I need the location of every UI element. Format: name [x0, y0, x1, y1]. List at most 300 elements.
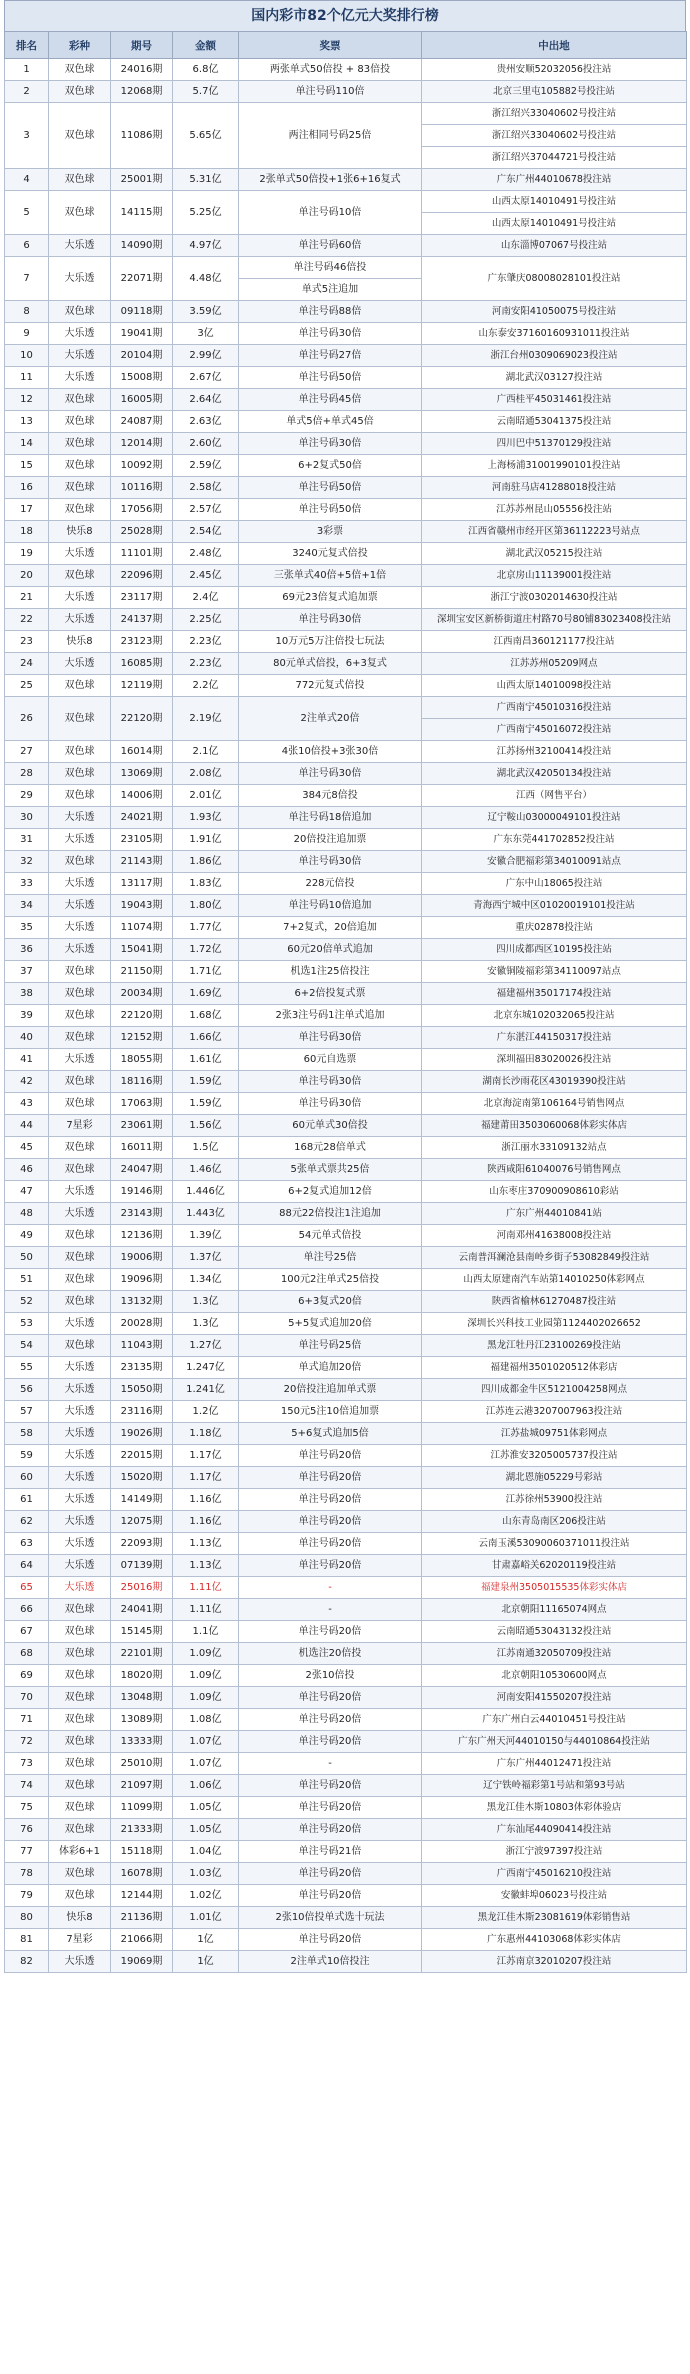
cell-rank: 3: [5, 103, 49, 169]
cell-game: 大乐透: [49, 345, 111, 367]
cell-location: 陕西省榆林61270487投注站: [422, 1291, 687, 1313]
cell-rank: 29: [5, 785, 49, 807]
table-row: [5, 1731, 687, 1753]
cell-game: 双色球: [49, 411, 111, 433]
cell-location: 湖北武汉05215投注站: [422, 543, 687, 565]
cell-amount: 2.58亿: [173, 477, 239, 499]
cell-game: 大乐透: [49, 609, 111, 631]
cell-ticket: 单注号码30倍: [239, 763, 422, 785]
cell-game: 双色球: [49, 1247, 111, 1269]
cell-ticket: 60元自选票: [239, 1049, 422, 1071]
table-row: [5, 1027, 687, 1049]
table-row: [5, 521, 687, 543]
cell-ticket: 单注号码46倍投: [239, 257, 422, 279]
cell-ticket: 2张单式50倍投+1张6+16复式: [239, 169, 422, 191]
cell-ticket: 20倍投注追加票: [239, 829, 422, 851]
cell-ticket: 54元单式倍投: [239, 1225, 422, 1247]
cell-location: 浙江绍兴37044721号投注站: [422, 147, 687, 169]
cell-rank: 19: [5, 543, 49, 565]
cell-amount: 2.19亿: [173, 697, 239, 741]
cell-ticket: 20倍投注追加单式票: [239, 1379, 422, 1401]
cell-ticket: 88元22倍投注1注追加: [239, 1203, 422, 1225]
cell-amount: 1.3亿: [173, 1313, 239, 1335]
header-issue: 期号: [111, 32, 173, 59]
cell-amount: 1.86亿: [173, 851, 239, 873]
cell-location: 青海西宁城中区01020019101投注站: [422, 895, 687, 917]
cell-rank: 35: [5, 917, 49, 939]
cell-rank: 16: [5, 477, 49, 499]
cell-issue: 22093期: [111, 1533, 173, 1555]
cell-game: 双色球: [49, 1621, 111, 1643]
cell-issue: 13089期: [111, 1709, 173, 1731]
cell-location: 云南昭通53043132投注站: [422, 1621, 687, 1643]
cell-issue: 12144期: [111, 1885, 173, 1907]
cell-ticket: 单注号码20倍: [239, 1687, 422, 1709]
cell-location: 河南驻马店41288018投注站: [422, 477, 687, 499]
cell-issue: 17063期: [111, 1093, 173, 1115]
cell-rank: 58: [5, 1423, 49, 1445]
cell-amount: 4.48亿: [173, 257, 239, 301]
table-row: [5, 961, 687, 983]
table-row: [5, 1357, 687, 1379]
cell-rank: 10: [5, 345, 49, 367]
cell-location: 深圳长兴科技工业园第1124402026652: [422, 1313, 687, 1335]
cell-ticket: 3彩票: [239, 521, 422, 543]
cell-issue: 21143期: [111, 851, 173, 873]
cell-amount: 2.99亿: [173, 345, 239, 367]
cell-location: 广东肇庆08008028101投注站: [422, 257, 687, 301]
cell-location: 广西南宁45016210投注站: [422, 1863, 687, 1885]
cell-issue: 12136期: [111, 1225, 173, 1247]
cell-ticket: 单注号码20倍: [239, 1775, 422, 1797]
cell-amount: 2.63亿: [173, 411, 239, 433]
cell-amount: 1.66亿: [173, 1027, 239, 1049]
cell-location: 四川成都西区10195投注站: [422, 939, 687, 961]
table-row: [5, 1401, 687, 1423]
cell-rank: 46: [5, 1159, 49, 1181]
cell-rank: 82: [5, 1951, 49, 1973]
cell-location: 陕西咸阳61040076号销售网点: [422, 1159, 687, 1181]
cell-location: 福建福州3501020512体彩店: [422, 1357, 687, 1379]
cell-game: 双色球: [49, 1775, 111, 1797]
table-row: [5, 257, 687, 279]
table-row: [5, 895, 687, 917]
table-row: [5, 1269, 687, 1291]
cell-location: 辽宁鞍山03000049101投注站: [422, 807, 687, 829]
cell-ticket: 60元单式30倍投: [239, 1115, 422, 1137]
cell-ticket: 6+2复式50倍: [239, 455, 422, 477]
cell-issue: 15145期: [111, 1621, 173, 1643]
cell-amount: 1.09亿: [173, 1665, 239, 1687]
cell-rank: 81: [5, 1929, 49, 1951]
cell-location: 江西南昌360121177投注站: [422, 631, 687, 653]
cell-ticket: 单注号码27倍: [239, 345, 422, 367]
cell-issue: 12075期: [111, 1511, 173, 1533]
cell-game: 大乐透: [49, 917, 111, 939]
cell-ticket: 单注号码45倍: [239, 389, 422, 411]
cell-game: 双色球: [49, 1797, 111, 1819]
table-row: [5, 1841, 687, 1863]
cell-location: 湖北武汉42050134投注站: [422, 763, 687, 785]
cell-ticket: 384元8倍投: [239, 785, 422, 807]
table-row: [5, 1775, 687, 1797]
cell-amount: 5.31亿: [173, 169, 239, 191]
cell-rank: 6: [5, 235, 49, 257]
cell-location: 黑龙江佳木斯10803体彩体验店: [422, 1797, 687, 1819]
cell-ticket: 4张10倍投+3张30倍: [239, 741, 422, 763]
cell-ticket: 单注号码20倍: [239, 1445, 422, 1467]
cell-amount: 2.54亿: [173, 521, 239, 543]
cell-game: 大乐透: [49, 1489, 111, 1511]
cell-ticket: 单注号码20倍: [239, 1467, 422, 1489]
cell-game: 双色球: [49, 763, 111, 785]
cell-issue: 13333期: [111, 1731, 173, 1753]
cell-game: 双色球: [49, 1885, 111, 1907]
cell-ticket: -: [239, 1753, 422, 1775]
cell-ticket: 2张10倍投: [239, 1665, 422, 1687]
cell-ticket: 5张单式票共25倍: [239, 1159, 422, 1181]
cell-amount: 1.71亿: [173, 961, 239, 983]
table-row: [5, 1533, 687, 1555]
cell-game: 双色球: [49, 675, 111, 697]
cell-game: 大乐透: [49, 367, 111, 389]
cell-issue: 15008期: [111, 367, 173, 389]
cell-location: 广东惠州44103068体彩实体店: [422, 1929, 687, 1951]
table-body: [5, 59, 687, 1973]
cell-amount: 1.02亿: [173, 1885, 239, 1907]
cell-game: 双色球: [49, 499, 111, 521]
cell-issue: 21150期: [111, 961, 173, 983]
cell-game: 快乐8: [49, 521, 111, 543]
cell-location: 山西太原建南汽车站第14010250体彩网点: [422, 1269, 687, 1291]
table-row: [5, 917, 687, 939]
cell-ticket: 单注号码20倍: [239, 1489, 422, 1511]
cell-location: 湖南长沙雨花区43019390投注站: [422, 1071, 687, 1093]
cell-location: 北京三里屯105882号投注站: [422, 81, 687, 103]
cell-issue: 11099期: [111, 1797, 173, 1819]
cell-rank: 80: [5, 1907, 49, 1929]
cell-ticket: 单注号码30倍: [239, 323, 422, 345]
cell-issue: 24137期: [111, 609, 173, 631]
cell-amount: 1.59亿: [173, 1093, 239, 1115]
cell-rank: 40: [5, 1027, 49, 1049]
cell-amount: 2.1亿: [173, 741, 239, 763]
table-row: [5, 1643, 687, 1665]
cell-issue: 12152期: [111, 1027, 173, 1049]
table-row: [5, 1951, 687, 1973]
cell-game: 双色球: [49, 1269, 111, 1291]
cell-game: 双色球: [49, 1753, 111, 1775]
cell-rank: 59: [5, 1445, 49, 1467]
header-ticket: 奖票: [239, 32, 422, 59]
table-row: [5, 763, 687, 785]
cell-issue: 12068期: [111, 81, 173, 103]
cell-game: 双色球: [49, 1665, 111, 1687]
cell-game: 双色球: [49, 1005, 111, 1027]
table-row: [5, 323, 687, 345]
cell-issue: 14006期: [111, 785, 173, 807]
cell-rank: 64: [5, 1555, 49, 1577]
cell-rank: 78: [5, 1863, 49, 1885]
cell-rank: 25: [5, 675, 49, 697]
cell-game: 大乐透: [49, 1203, 111, 1225]
cell-location: 山东泰安37160160931011投注站: [422, 323, 687, 345]
cell-issue: 19041期: [111, 323, 173, 345]
cell-amount: 2.2亿: [173, 675, 239, 697]
table-row: [5, 1159, 687, 1181]
cell-rank: 5: [5, 191, 49, 235]
table-row: [5, 1313, 687, 1335]
cell-location: 广东东莞441702852投注站: [422, 829, 687, 851]
cell-issue: 21066期: [111, 1929, 173, 1951]
cell-ticket: 单注号码20倍: [239, 1797, 422, 1819]
cell-location: 四川巴中51370129投注站: [422, 433, 687, 455]
table-row: [5, 433, 687, 455]
cell-game: 双色球: [49, 169, 111, 191]
table-row: [5, 587, 687, 609]
cell-amount: 1.56亿: [173, 1115, 239, 1137]
table-row: [5, 785, 687, 807]
cell-game: 大乐透: [49, 1423, 111, 1445]
cell-amount: 1.11亿: [173, 1599, 239, 1621]
cell-ticket: 6+2复式追加12倍: [239, 1181, 422, 1203]
header-rank: 排名: [5, 32, 49, 59]
cell-issue: 12119期: [111, 675, 173, 697]
table-row: [5, 631, 687, 653]
cell-location: 北京朝阳10530600网点: [422, 1665, 687, 1687]
cell-game: 大乐透: [49, 653, 111, 675]
cell-issue: 17056期: [111, 499, 173, 521]
cell-issue: 24041期: [111, 1599, 173, 1621]
cell-rank: 26: [5, 697, 49, 741]
cell-ticket: 单注号码20倍: [239, 1533, 422, 1555]
cell-issue: 23117期: [111, 587, 173, 609]
cell-rank: 48: [5, 1203, 49, 1225]
cell-location: 江苏连云港3207007963投注站: [422, 1401, 687, 1423]
cell-location: 黑龙江牡丹江23100269投注站: [422, 1335, 687, 1357]
cell-game: 大乐透: [49, 235, 111, 257]
cell-game: 双色球: [49, 1027, 111, 1049]
cell-location: 浙江台州0309069023投注站: [422, 345, 687, 367]
cell-game: 双色球: [49, 301, 111, 323]
cell-ticket: 100元2注单式25倍投: [239, 1269, 422, 1291]
cell-location: 贵州安顺52032056投注站: [422, 59, 687, 81]
cell-ticket: 2注单式20倍: [239, 697, 422, 741]
table-row: [5, 455, 687, 477]
cell-issue: 19043期: [111, 895, 173, 917]
cell-issue: 23061期: [111, 1115, 173, 1137]
cell-game: 双色球: [49, 741, 111, 763]
cell-game: 双色球: [49, 1687, 111, 1709]
cell-game: 7星彩: [49, 1115, 111, 1137]
cell-ticket: 单注号码30倍: [239, 851, 422, 873]
table-row: [5, 653, 687, 675]
cell-game: 双色球: [49, 1731, 111, 1753]
cell-ticket: 单注号码30倍: [239, 1027, 422, 1049]
table-row: [5, 81, 687, 103]
cell-ticket: 单注号码18倍追加: [239, 807, 422, 829]
cell-ticket: 单注号码20倍: [239, 1885, 422, 1907]
cell-game: 大乐透: [49, 1555, 111, 1577]
cell-rank: 52: [5, 1291, 49, 1313]
cell-game: 双色球: [49, 455, 111, 477]
table-row: [5, 1929, 687, 1951]
cell-rank: 1: [5, 59, 49, 81]
cell-rank: 71: [5, 1709, 49, 1731]
cell-ticket: 6+3复式20倍: [239, 1291, 422, 1313]
cell-game: 双色球: [49, 1643, 111, 1665]
cell-game: 双色球: [49, 477, 111, 499]
cell-rank: 33: [5, 873, 49, 895]
cell-game: 大乐透: [49, 1577, 111, 1599]
table-row: [5, 59, 687, 81]
cell-location: 福建泉州3505015535体彩实体店: [422, 1577, 687, 1599]
cell-ticket: 5+5复式追加20倍: [239, 1313, 422, 1335]
cell-location: 云南普洱澜沧县南岭乡街子53082849投注站: [422, 1247, 687, 1269]
table-row: [5, 1247, 687, 1269]
cell-ticket: 772元复式倍投: [239, 675, 422, 697]
cell-location: 北京朝阳11165074网点: [422, 1599, 687, 1621]
cell-location: 广西桂平45031461投注站: [422, 389, 687, 411]
table-row: [5, 1379, 687, 1401]
cell-game: 大乐透: [49, 873, 111, 895]
table-row: [5, 235, 687, 257]
cell-ticket: 单注号码20倍: [239, 1621, 422, 1643]
cell-rank: 44: [5, 1115, 49, 1137]
cell-rank: 77: [5, 1841, 49, 1863]
cell-location: 湖北武汉03127投注站: [422, 367, 687, 389]
cell-rank: 22: [5, 609, 49, 631]
table-row: [5, 1819, 687, 1841]
cell-ticket: 单注号码50倍: [239, 499, 422, 521]
cell-issue: 11043期: [111, 1335, 173, 1357]
cell-amount: 2.64亿: [173, 389, 239, 411]
cell-rank: 21: [5, 587, 49, 609]
cell-game: 双色球: [49, 1093, 111, 1115]
table-row: [5, 1071, 687, 1093]
table-row: [5, 169, 687, 191]
cell-issue: 20034期: [111, 983, 173, 1005]
cell-amount: 5.7亿: [173, 81, 239, 103]
cell-rank: 14: [5, 433, 49, 455]
cell-rank: 75: [5, 1797, 49, 1819]
cell-issue: 22015期: [111, 1445, 173, 1467]
cell-location: 江苏南通32050709投注站: [422, 1643, 687, 1665]
cell-ticket: 60元20倍单式追加: [239, 939, 422, 961]
cell-amount: 1.11亿: [173, 1577, 239, 1599]
cell-issue: 19006期: [111, 1247, 173, 1269]
table-row: [5, 1291, 687, 1313]
cell-location: 浙江宁波97397投注站: [422, 1841, 687, 1863]
cell-amount: 1亿: [173, 1929, 239, 1951]
cell-game: 大乐透: [49, 1401, 111, 1423]
cell-issue: 21097期: [111, 1775, 173, 1797]
cell-location: 江苏苏州05209网点: [422, 653, 687, 675]
table-row: [5, 741, 687, 763]
cell-ticket: 单式5注追加: [239, 279, 422, 301]
cell-issue: 24047期: [111, 1159, 173, 1181]
cell-rank: 61: [5, 1489, 49, 1511]
cell-rank: 7: [5, 257, 49, 301]
cell-game: 双色球: [49, 1863, 111, 1885]
cell-amount: 2.23亿: [173, 653, 239, 675]
cell-game: 大乐透: [49, 323, 111, 345]
cell-ticket: 2张10倍投单式选十玩法: [239, 1907, 422, 1929]
table-row: [5, 697, 687, 719]
cell-amount: 1.13亿: [173, 1533, 239, 1555]
cell-amount: 1.04亿: [173, 1841, 239, 1863]
cell-ticket: 单注号码88倍: [239, 301, 422, 323]
cell-issue: 23105期: [111, 829, 173, 851]
cell-issue: 11086期: [111, 103, 173, 169]
cell-ticket: 单注号码10倍: [239, 191, 422, 235]
cell-rank: 55: [5, 1357, 49, 1379]
table-row: [5, 543, 687, 565]
cell-location: 甘肃嘉峪关62020119投注站: [422, 1555, 687, 1577]
cell-ticket: 单注号码20倍: [239, 1863, 422, 1885]
cell-amount: 2.48亿: [173, 543, 239, 565]
cell-ticket: 单注号码60倍: [239, 235, 422, 257]
cell-game: 双色球: [49, 1159, 111, 1181]
cell-location: 山东青岛南区206投注站: [422, 1511, 687, 1533]
cell-rank: 51: [5, 1269, 49, 1291]
cell-game: 快乐8: [49, 1907, 111, 1929]
cell-game: 双色球: [49, 961, 111, 983]
cell-game: 大乐透: [49, 1951, 111, 1973]
cell-amount: 1.93亿: [173, 807, 239, 829]
cell-rank: 45: [5, 1137, 49, 1159]
cell-location: 河南安阳41550207投注站: [422, 1687, 687, 1709]
cell-issue: 18116期: [111, 1071, 173, 1093]
cell-location: 广东广州白云44010451号投注站: [422, 1709, 687, 1731]
cell-ticket: 单注号25倍: [239, 1247, 422, 1269]
cell-rank: 63: [5, 1533, 49, 1555]
cell-rank: 49: [5, 1225, 49, 1247]
cell-ticket: 单式追加20倍: [239, 1357, 422, 1379]
cell-game: 大乐透: [49, 1445, 111, 1467]
table-row: [5, 1049, 687, 1071]
cell-game: 大乐透: [49, 587, 111, 609]
cell-issue: 15118期: [111, 1841, 173, 1863]
cell-location: 深圳宝安区新桥街道庄村路70号80铺83023408投注站: [422, 609, 687, 631]
cell-ticket: 单注号码30倍: [239, 1093, 422, 1115]
cell-amount: 1.16亿: [173, 1489, 239, 1511]
cell-ticket: 单注号码110倍: [239, 81, 422, 103]
cell-game: 双色球: [49, 1335, 111, 1357]
cell-game: 双色球: [49, 1819, 111, 1841]
cell-ticket: 69元23倍复式追加票: [239, 587, 422, 609]
cell-location: 广东汕尾44090414投注站: [422, 1819, 687, 1841]
cell-game: 双色球: [49, 1137, 111, 1159]
page-title: 国内彩市82个亿元大奖排行榜: [4, 0, 686, 31]
cell-amount: 5.25亿: [173, 191, 239, 235]
cell-location: 山西太原14010491号投注站: [422, 213, 687, 235]
cell-location: 江西省赣州市经开区第36112223号站点: [422, 521, 687, 543]
cell-location: 湖北恩施05229号彩站: [422, 1467, 687, 1489]
cell-rank: 54: [5, 1335, 49, 1357]
cell-ticket: 单注号码20倍: [239, 1819, 422, 1841]
cell-amount: 1.80亿: [173, 895, 239, 917]
cell-game: 大乐透: [49, 829, 111, 851]
cell-game: 双色球: [49, 433, 111, 455]
cell-amount: 1.241亿: [173, 1379, 239, 1401]
cell-game: 体彩6+1: [49, 1841, 111, 1863]
cell-rank: 69: [5, 1665, 49, 1687]
cell-issue: 19146期: [111, 1181, 173, 1203]
cell-amount: 2.60亿: [173, 433, 239, 455]
cell-location: 安徽合肥福彩第34010091站点: [422, 851, 687, 873]
cell-location: 辽宁铁岭福彩第1号站和第93号站: [422, 1775, 687, 1797]
